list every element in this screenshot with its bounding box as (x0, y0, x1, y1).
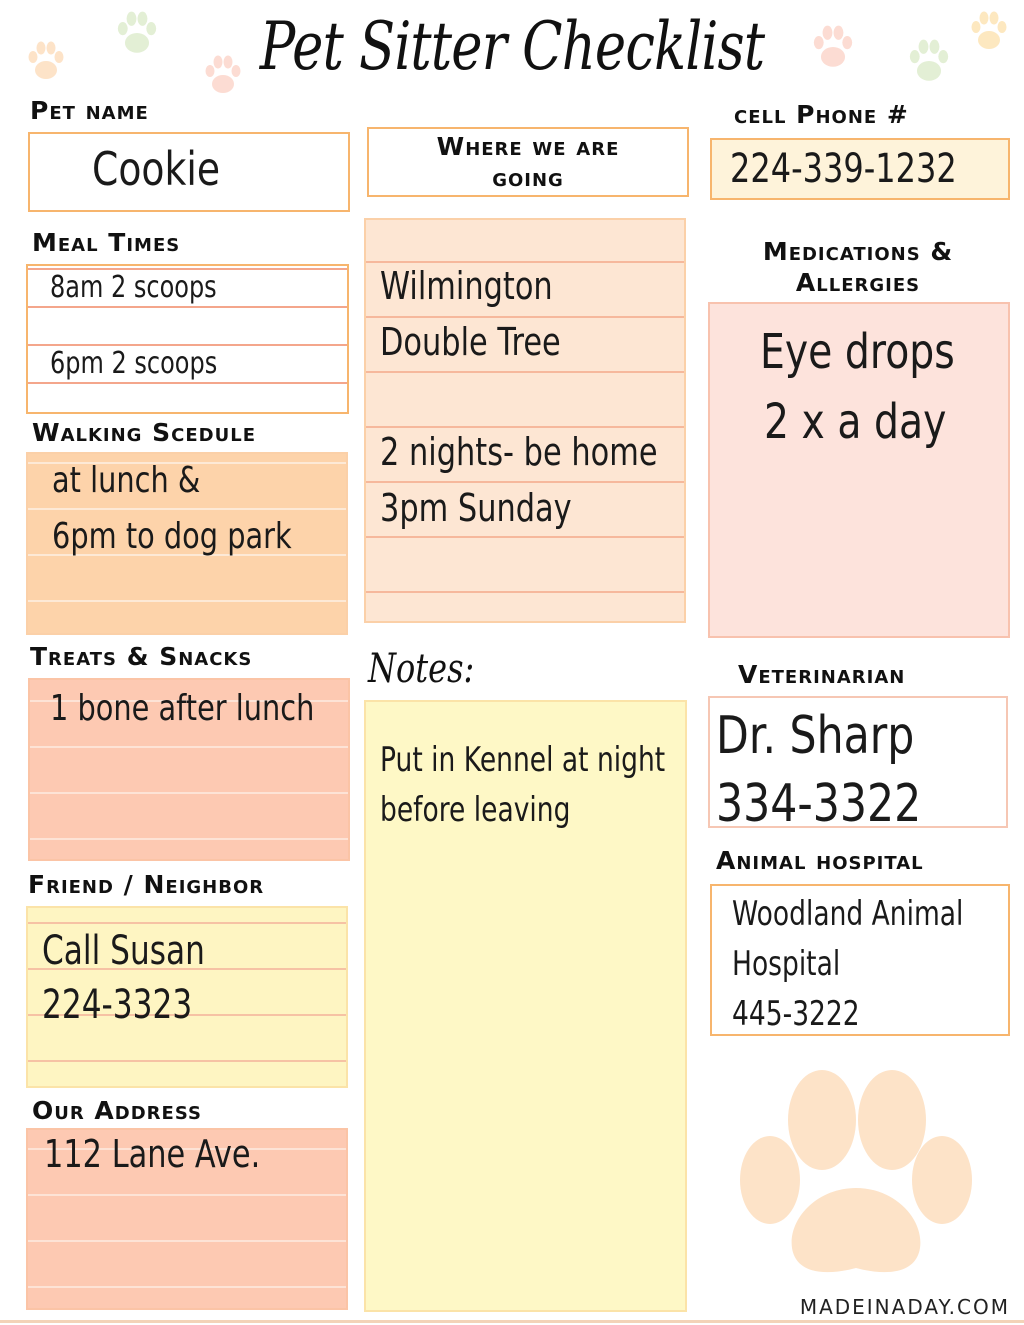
meal-times-label: Meal Times (32, 228, 181, 257)
animal-hospital-label: Animal hospital (716, 846, 924, 875)
walking-label: Walking Scedule (32, 418, 256, 447)
footer-divider (0, 1320, 1024, 1323)
medications-line-1: Eye drops (760, 324, 955, 380)
hospital-line-2: Hospital (732, 944, 841, 984)
paw-print-icon (968, 10, 1010, 52)
paw-print-icon (736, 1070, 976, 1282)
notes-line-1: Put in Kennel at night (380, 740, 666, 780)
cell-phone-label: cell Phone # (734, 100, 909, 129)
where-going-label-1: Where we are (436, 132, 620, 161)
where-line-4: 3pm Sunday (380, 486, 572, 530)
our-address-box[interactable] (26, 1128, 348, 1310)
veterinarian-box[interactable] (708, 696, 1008, 834)
meal-line-2: 6pm 2 scoops (50, 346, 218, 381)
meal-times-box[interactable] (26, 264, 349, 414)
where-going-box[interactable] (364, 218, 686, 623)
friend-line-2: 224-3323 (42, 982, 193, 1028)
animal-hospital-box[interactable] (710, 884, 1010, 1036)
pet-name-box[interactable] (28, 132, 350, 212)
walking-line-1: at lunch & (52, 460, 201, 501)
hospital-line-3: 445-3222 (732, 994, 860, 1034)
our-address-label: Our Address (32, 1096, 202, 1125)
credit-text: MADEINADAY.COM (799, 1295, 1010, 1319)
cell-phone-box[interactable] (710, 138, 1010, 200)
pet-name-value: Cookie (92, 142, 221, 196)
walking-line-2: 6pm to dog park (52, 516, 292, 557)
hospital-line-1: Woodland Animal (732, 894, 964, 934)
where-line-1: Wilmington (380, 264, 553, 308)
cell-phone-value: 224-339-1232 (730, 146, 957, 192)
paw-print-icon (26, 40, 66, 82)
address-line-1: 112 Lane Ave. (44, 1132, 261, 1176)
medications-line-2: 2 x a day (764, 394, 947, 450)
treats-box[interactable] (28, 678, 350, 861)
vet-line-1: Dr. Sharp (716, 706, 915, 766)
where-going-label-2: going (492, 163, 564, 192)
treats-line-1: 1 bone after lunch (50, 688, 315, 729)
where-going-header (367, 127, 689, 197)
treats-label: Treats & Snacks (30, 642, 253, 671)
notes-label: Notes: (368, 646, 475, 692)
friend-label: Friend / Neighbor (28, 870, 265, 899)
notes-box[interactable] (364, 700, 687, 1312)
veterinarian-label: Veterinarian (738, 660, 906, 689)
walking-box[interactable] (26, 452, 348, 635)
notes-line-2: before leaving (380, 790, 571, 830)
vet-line-2: 334-3322 (716, 774, 922, 834)
where-line-3: 2 nights- be home (380, 430, 658, 474)
meal-line-1: 8am 2 scoops (50, 270, 217, 305)
friend-box[interactable] (26, 906, 348, 1088)
medications-label-2: Allergies (795, 268, 921, 297)
medications-box[interactable] (708, 302, 1010, 638)
page-title: Pet Sitter Checklist (259, 8, 765, 85)
pet-name-label: Pet name (30, 96, 149, 125)
friend-line-1: Call Susan (42, 928, 205, 974)
medications-label-1: Medications & (762, 237, 954, 266)
where-line-2: Double Tree (380, 320, 561, 364)
